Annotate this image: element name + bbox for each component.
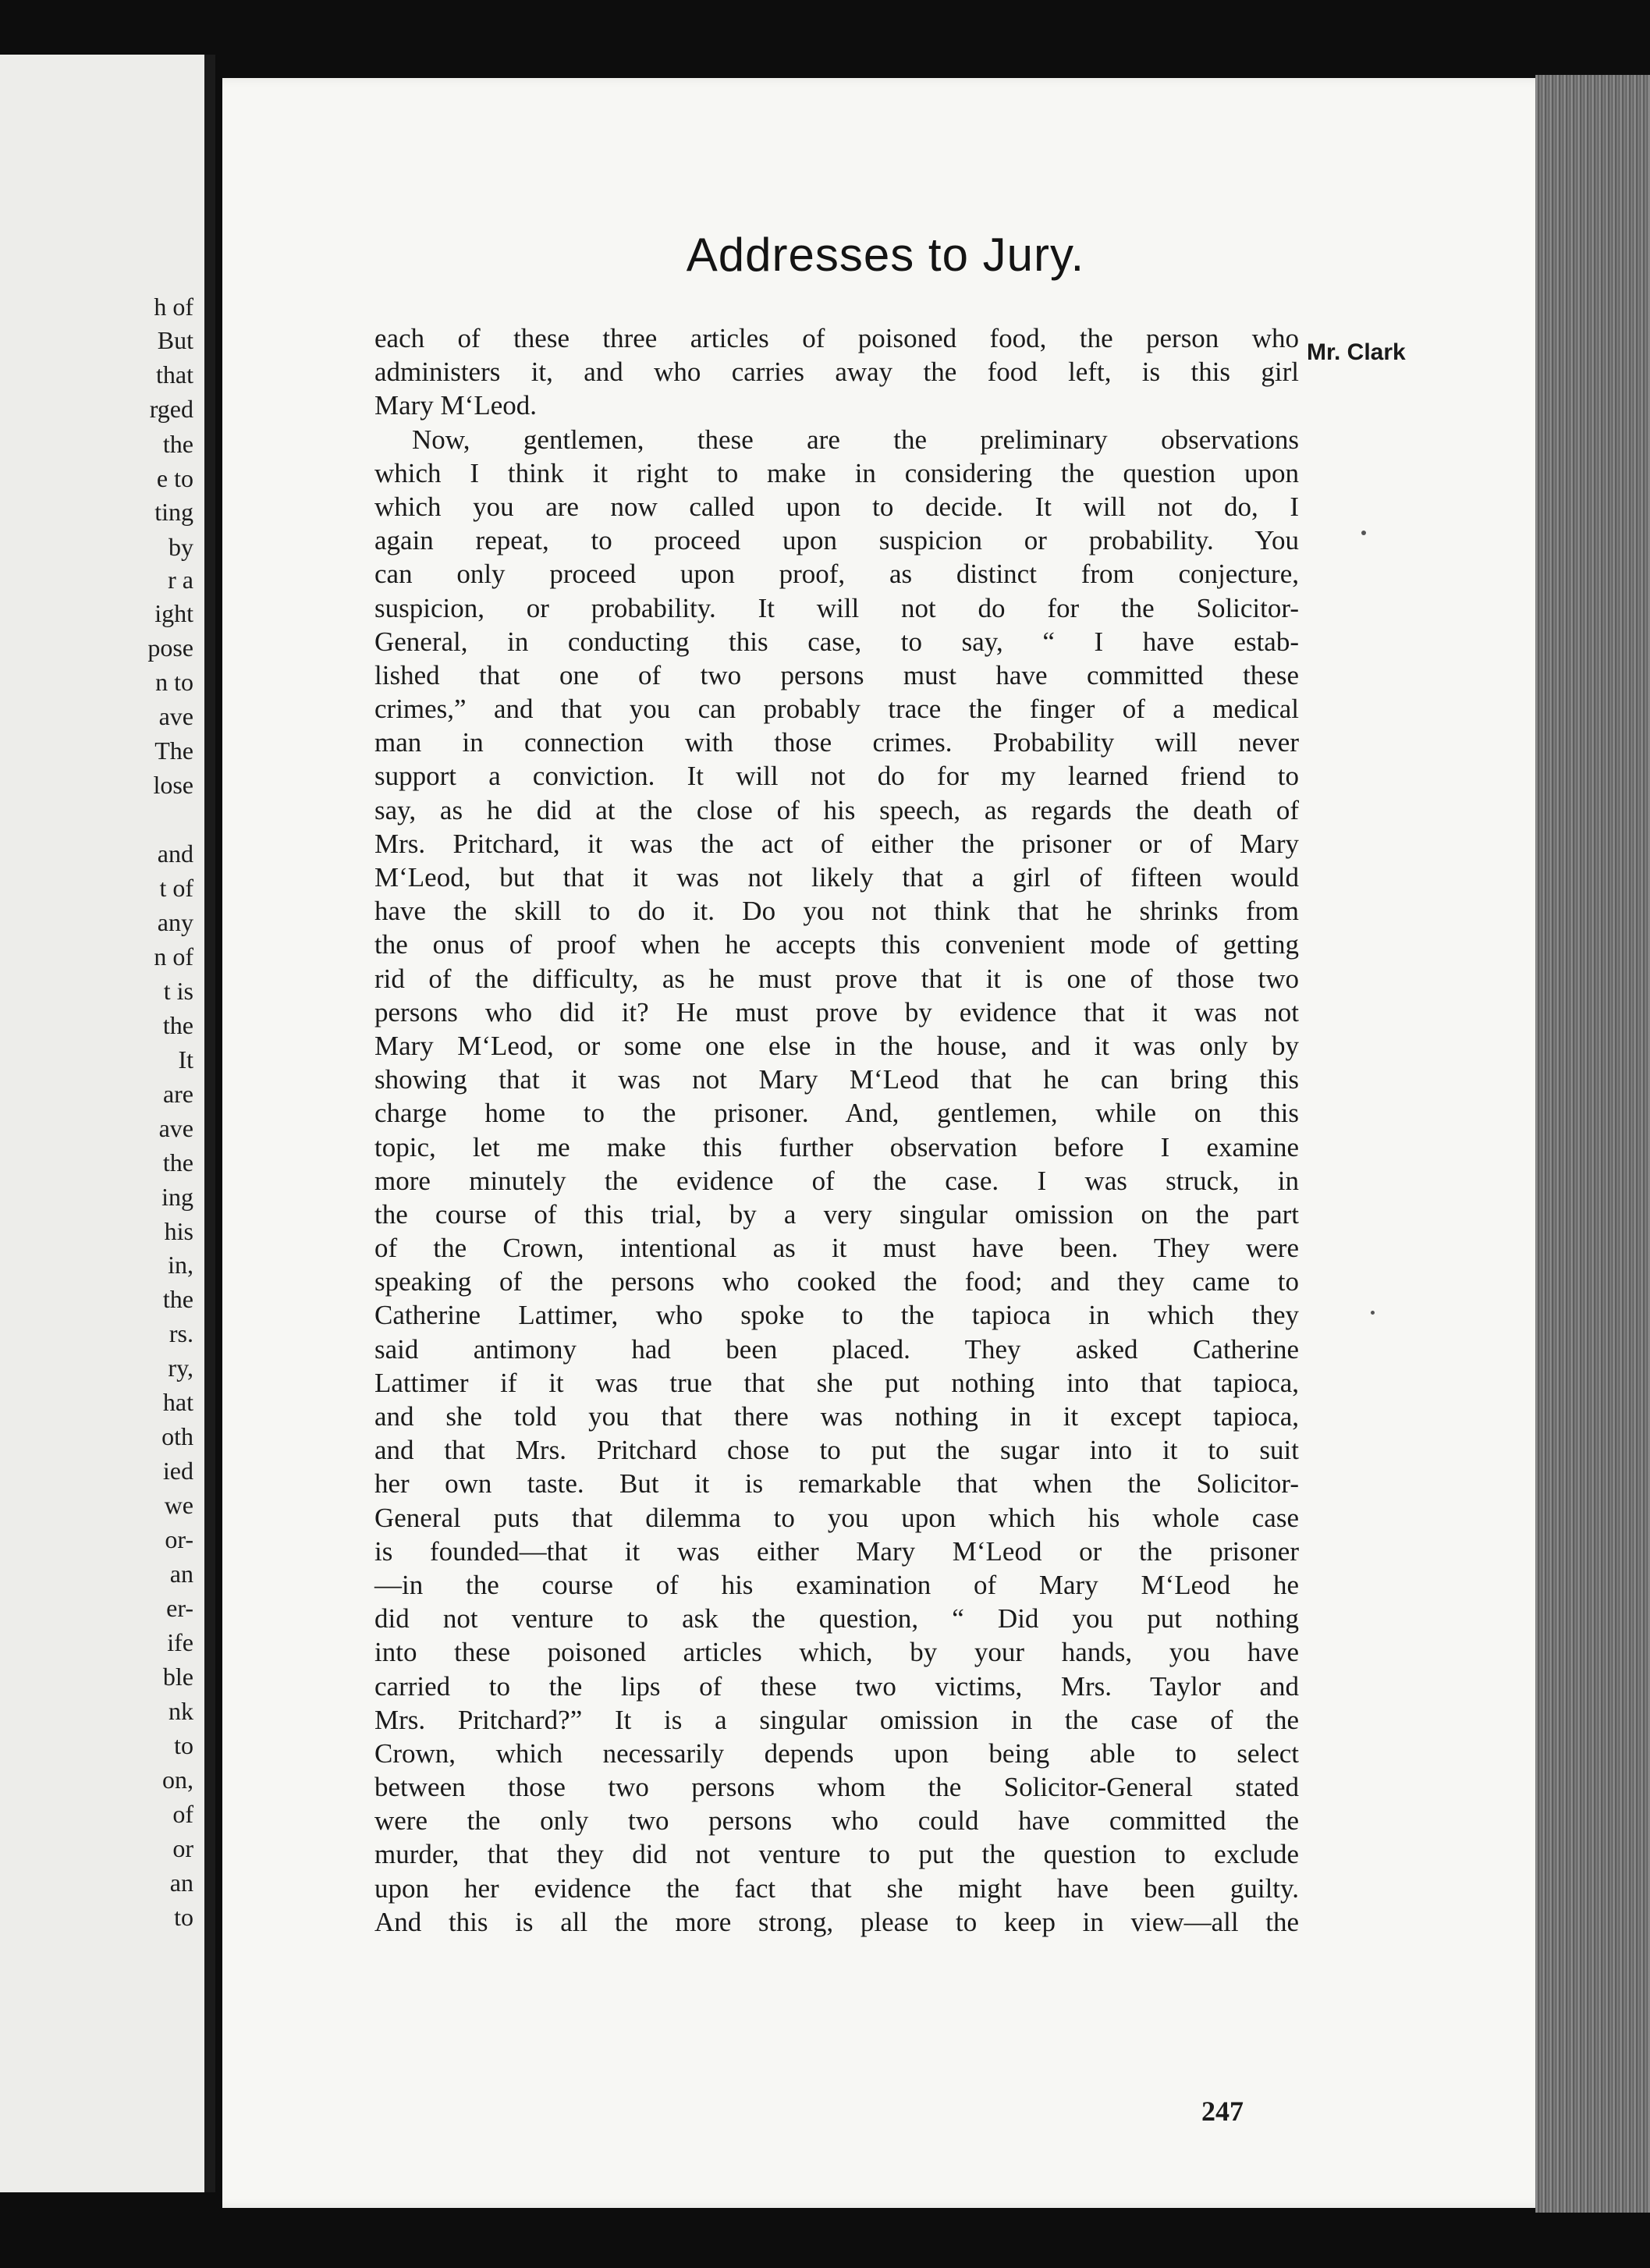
facing-page-fragment: t of [159,874,193,902]
facing-page-fragment: and [157,839,193,868]
paper-speck [1361,531,1366,535]
text-line: each of these three articles of poisoned food, the person who [374,323,1299,353]
facing-page-fragment: the [162,1148,193,1177]
text-line: showing that it was not Mary M‘Leod that he can bring this [374,1064,1299,1095]
text-line: carried to the lips of these two victims, Mrs. Taylor and [374,1670,1299,1702]
text-line: Catherine Lattimer, who spoke to the tapioca in which they [374,1300,1299,1331]
text-line: upon her evidence the fact that she might have been guilty. [374,1872,1299,1904]
facing-page-fragment: ave [158,702,193,730]
facing-page-fragment: to [174,1731,193,1759]
facing-page-fragment: to [174,1903,193,1931]
text-line: Mary M‘Leod. [374,390,538,421]
facing-page-fragment: rged [149,395,193,423]
facing-page-fragment: ife [167,1628,193,1656]
text-line: into these poisoned articles which, by your hands, you have [374,1637,1299,1668]
facing-page-fragment: are [162,1080,193,1108]
text-line: lished that one of two persons must have committed these [374,659,1299,690]
text-line: —in the course of his examination of Mary M‘Leod he [374,1569,1299,1600]
text-line: and that Mrs. Pritchard chose to put the sugar into it to suit [374,1435,1299,1466]
facing-page-fragment: of [172,1800,193,1828]
text-line: the course of this trial, by a very singular omission on the part [374,1198,1299,1230]
facing-page-fragment: in, [168,1251,193,1279]
text-line: Now, gentlemen, these are the preliminary observations [412,424,1299,455]
text-line: more minutely the evidence of the case. I was struck, in [374,1165,1299,1196]
facing-page-fragment: pose [147,634,193,662]
text-line: man in connection with those crimes. Probability will never [374,727,1299,758]
body-text [374,321,1299,1939]
text-line: were the only two persons who could have committed the [374,1805,1299,1837]
facing-page-fragment: h of [154,293,193,321]
facing-page-fragment: But [157,326,193,354]
text-line: topic, let me make this further observation before I examine [374,1131,1299,1162]
text-line: say, as he did at the close of his speech, as regards the death of [374,794,1299,825]
text-line: persons who did it? He must prove by evidence that it was not [374,996,1299,1028]
facing-page-fragment: rs. [169,1319,193,1347]
text-line: M‘Leod, but that it was not likely that a girl of fifteen would [374,862,1299,893]
facing-page-fragment: n of [154,942,193,971]
facing-page-fragment: r a [168,566,193,594]
text-line: is founded—that it was either Mary M‘Leod or the prisoner [374,1535,1299,1567]
text-line: murder, that they did not venture to put the question to exclude [374,1839,1299,1870]
text-line: which you are now called upon to decide. It will not do, I [374,491,1299,522]
facing-page-fragment: e to [156,464,193,492]
text-line: Mrs. Pritchard, it was the act of either the prisoner or of Mary [374,828,1299,859]
facing-page [0,55,215,2192]
facing-page-fragment: ave [158,1114,193,1142]
text-line: between those two persons whom the Solicitor-General stated [374,1772,1299,1803]
text-line: General puts that dilemma to you upon which his whole case [374,1502,1299,1533]
text-line: administers it, and who carries away the food left, is this girl [374,357,1299,388]
text-line: General, in conducting this case, to say, “ I have estab- [374,626,1299,657]
text-line: the onus of proof when he accepts this convenient mode of getting [374,929,1299,960]
facing-page-fragment: an [169,1560,193,1588]
paper-speck [1371,1311,1375,1315]
facing-page-fragment: by [169,533,193,561]
facing-page-fragment: ied [162,1457,193,1485]
facing-page-fragment: t is [163,977,193,1005]
facing-page-fragment: ry, [168,1354,193,1382]
facing-page-fragment: or- [165,1525,193,1553]
facing-page-fragment: an [169,1869,193,1897]
page-number: 247 [1201,2096,1244,2127]
facing-page-fragment: ight [154,599,193,627]
facing-page-fragment: lose [153,771,193,799]
facing-page-fragment: we [164,1491,193,1519]
text-line: Lattimer if it was true that she put nothing into that tapioca, [374,1367,1299,1398]
facing-page-fragment: the [162,1011,193,1039]
text-line: did not venture to ask the question, “ Did you put nothing [374,1603,1299,1634]
text-line: said antimony had been placed. They asked Catherine [374,1333,1299,1365]
text-line: again repeat, to proceed upon suspicion or probability. You [374,525,1299,556]
facing-page-fragment: the [162,1285,193,1313]
text-line: charge home to the prisoner. And, gentlemen, while on this [374,1098,1299,1129]
text-line: rid of the difficulty, as he must prove that it is one of those two [374,963,1299,994]
text-line: suspicion, or probability. It will not do for the Solicitor- [374,592,1299,623]
facing-page-fragment: on, [162,1766,193,1794]
margin-note-speaker: Mr. Clark [1307,339,1406,365]
text-line: And this is all the more strong, please to keep in view—all the [374,1906,1299,1937]
facing-page-fragment: oth [161,1422,193,1450]
facing-page-fragment: It [178,1045,193,1074]
text-line: speaking of the persons who cooked the food; and they came to [374,1266,1299,1297]
facing-page-fragment: ing [161,1183,193,1211]
facing-page-fragment: that [156,360,193,389]
text-line: Crown, which necessarily depends upon being able to select [374,1737,1299,1769]
facing-page-fragment: nk [169,1697,193,1725]
facing-page-fragment: hat [162,1388,193,1416]
text-line: which I think it right to make in considering the question upon [374,457,1299,488]
text-line: and she told you that there was nothing in it except tapioca, [374,1401,1299,1432]
text-line: of the Crown, intentional as it must have been. They were [374,1233,1299,1264]
text-line: have the skill to do it. Do you not think that he shrinks from [374,896,1299,927]
page-edges [1535,75,1650,2213]
facing-page-fragment: the [162,430,193,458]
text-line: support a conviction. It will not do for my learned friend to [374,761,1299,792]
facing-page-fragment: or [172,1834,193,1862]
facing-page-fragment: n to [155,668,193,696]
page-header-title: Addresses to Jury. [686,229,1085,281]
facing-page-fragment: any [157,908,193,936]
text-line: crimes,” and that you can probably trace the finger of a medical [374,694,1299,725]
facing-page-fragment: er- [166,1594,193,1622]
facing-page-fragment: ble [162,1663,193,1691]
facing-page-fragment: his [164,1217,193,1245]
text-line: her own taste. But it is remarkable that when the Solicitor- [374,1468,1299,1500]
text-line: can only proceed upon proof, as distinct from conjecture, [374,559,1299,590]
facing-page-fragment: The [154,736,193,765]
text-line: Mrs. Pritchard?” It is a singular omission in the case of the [374,1704,1299,1735]
facing-page-fragment: ting [154,498,193,526]
book-page [222,78,1549,2208]
text-line: Mary M‘Leod, or some one else in the house, and it was only by [374,1030,1299,1061]
